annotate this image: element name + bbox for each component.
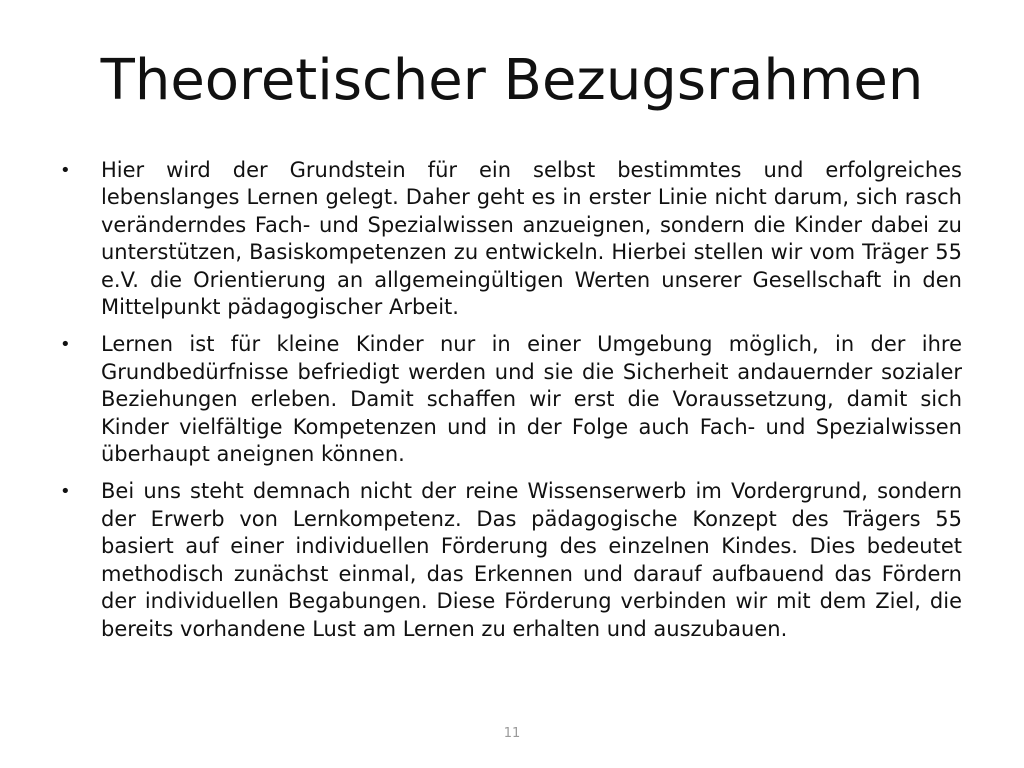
bullet-text: Bei uns steht demnach nicht der reine Wissenserwerb im Vordergrund, sondern der Erwerb von Lernkompetenz. Das pädagogische Konzept des Trägers 55 basiert auf einer individuellen Förderung des einzelnen Kindes. Dies bedeutet methodisch zunächst einmal, das Erkennen und darauf aufbauend das Fördern der individuellen Begabungen. Diese Förderung verbinden wir mit dem Ziel, die bereits vorhandene Lust am Lernen zu erhalten und auszubauen.	[101, 479, 962, 641]
bullet-marker: •	[60, 481, 71, 503]
page-number: 11	[503, 726, 521, 741]
bullet-item	[58, 331, 962, 468]
bullet-marker: •	[60, 160, 71, 181]
bullet-item	[58, 478, 962, 642]
bullet-text: Lernen ist für kleine Kinder nur in einer Umgebung möglich, in der ihre Grundbedürfnisse befriedigt werden und sie die Sicherheit andauernder sozialer Beziehungen erleben. Damit schaffen wir erst die Voraussetzung, damit sich Kinder vielfältige Kompetenzen und in der Folge auch Fach- und Spezialwissen überhaupt aneignen können.	[101, 332, 962, 467]
slide-title: Theoretischer Bezugsrahmen	[100, 48, 924, 113]
bullet-list	[58, 157, 962, 653]
bullet-text: Hier wird der Grundstein für ein selbst bestimmtes und erfolgreiches lebenslanges Lernen gelegt. Daher geht es in erster Linie nicht darum, sich rasch veränderndes Fach- und Spezialwissen anzueignen, sondern die Kinder dabei zu unterstützen, Basiskompetenzen zu entwickeln. Hierbei stellen wir vom Träger 55 e.V. die Orientierung an allgemeingültigen Werten unserer Gesellschaft in den Mittelpunkt pädagogischer Arbeit.	[101, 158, 962, 320]
bullet-item	[58, 157, 962, 321]
bullet-marker: •	[60, 334, 71, 356]
